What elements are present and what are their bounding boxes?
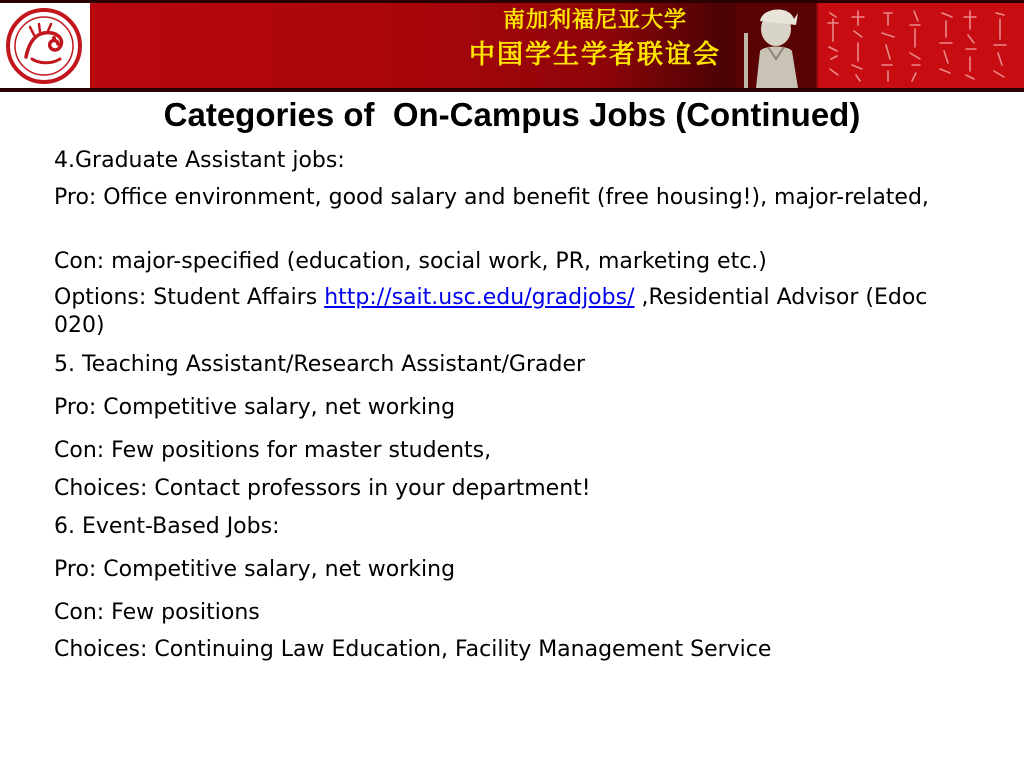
dragon-seal-logo-icon [4, 7, 84, 85]
banner-caption [445, 10, 745, 68]
section-heading-event-based: 6. Event-Based Jobs: [54, 514, 280, 539]
graduate-assistant-options-suffix: ,Residential Advisor (Edoc 020) [54, 285, 928, 338]
header-banner [0, 0, 1024, 92]
section-heading-graduate-assistant: 4.Graduate Assistant jobs: [54, 148, 345, 173]
banner-bottom-rule [0, 88, 1024, 92]
gradjobs-link[interactable]: http://sait.usc.edu/gradjobs/ [324, 285, 635, 310]
section-heading-teaching-assistant: 5. Teaching Assistant/Research Assistant/Grader [54, 352, 586, 377]
calligraphy-strip-icon [818, 3, 1024, 88]
teaching-assistant-choices: Choices: Contact professors in your department! [54, 476, 591, 501]
teaching-assistant-con: Con: Few positions for master students, [54, 438, 492, 463]
graduate-assistant-con: Con: major-specified (education, social work, PR, marketing etc.) [54, 249, 767, 274]
event-based-pro: Pro: Competitive salary, net working [54, 557, 456, 582]
graduate-assistant-options-prefix: Options: Student Affairs [54, 285, 325, 310]
graduate-assistant-options [54, 284, 959, 340]
event-based-choices: Choices: Continuing Law Education, Facility Management Service [54, 637, 772, 662]
logo-container [0, 3, 90, 88]
banner-caption-line2: 中国学生学者联谊会 [468, 40, 721, 70]
graduate-assistant-pro: Pro: Office environment, good salary and benefit (free housing!), major-related, [54, 185, 929, 210]
slide-title: Categories of On-Campus Jobs (Continued) [163, 96, 861, 133]
trojan-statue-image-icon [736, 3, 816, 88]
event-based-con: Con: Few positions [54, 600, 260, 625]
banner-caption-line1: 南加利福尼亚大学 [502, 8, 687, 33]
teaching-assistant-pro: Pro: Competitive salary, net working [54, 395, 456, 420]
